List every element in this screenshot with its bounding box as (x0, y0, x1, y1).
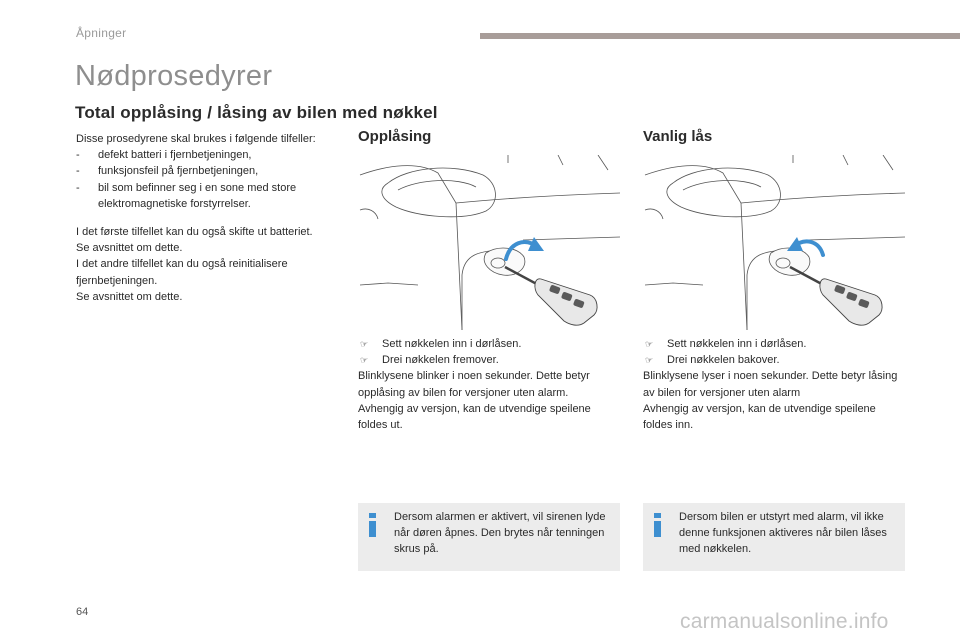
intro-paragraph: I det første tilfellet kan du også skifte ut batteriet. (76, 226, 313, 239)
list-item: - defekt batteri i fjernbetjeningen, (76, 147, 338, 163)
unlock-description: Blinklysene blinker i noen sekunder. Dette betyr opplåsing av bilen for versjoner uten alarm. (358, 370, 590, 399)
arrow-right-icon: ☞ (645, 339, 654, 349)
list-item: ☞ Sett nøkkelen inn i dørlåsen. (358, 336, 623, 352)
unlock-info-text: Dersom alarmen er aktivert, vil sirenen lyde når døren åpnes. Den brytes når tenningen skrus på. (394, 511, 606, 556)
lock-info-text: Dersom bilen er utstyrt med alarm, vil ikke denne funksjonen aktiveres når bilen låses med nøkkelen. (679, 511, 887, 556)
info-icon (654, 513, 661, 537)
unlock-steps (358, 336, 623, 433)
intro-paragraph: Se avsnittet om dette. (76, 242, 183, 255)
intro-paragraph: I det andre tilfellet kan du også reinitialisere fjernbetjeningen. (76, 258, 288, 287)
key-in-door-illustration-unlock (358, 155, 620, 330)
page-subtitle: Total opplåsing / låsing av bilen med nøkkel (75, 103, 438, 122)
arrow-right-icon: ☞ (360, 339, 369, 349)
lock-description: Blinklysene lyser i noen sekunder. Dette betyr låsing av bilen for versjoner uten alarm (643, 370, 898, 399)
page-number: 64 (76, 606, 89, 618)
lock-info-box (643, 503, 905, 571)
unlock-section (358, 128, 620, 556)
lock-heading: Vanlig lås (643, 128, 713, 145)
lock-section (643, 128, 905, 556)
list-item: - bil som befinner seg i en sone med store elektromagnetiske forstyrrelser. (76, 180, 338, 212)
key-in-door-illustration-lock (643, 155, 905, 330)
unlock-info-box (358, 503, 620, 571)
intro-text (76, 131, 338, 305)
list-item: ☞ Sett nøkkelen inn i dørlåsen. (643, 336, 908, 352)
intro-list (76, 147, 338, 212)
info-icon (369, 513, 376, 537)
arrow-right-icon: ☞ (645, 355, 654, 366)
section-accent-bar (480, 33, 960, 39)
arrow-right-icon: ☞ (360, 355, 369, 366)
unlock-description: Avhengig av versjon, kan de utvendige speilene foldes ut. (358, 402, 591, 432)
intro-paragraph: Se avsnittet om dette. (76, 290, 183, 303)
section-label: Åpninger (76, 26, 127, 40)
lock-steps (643, 336, 908, 433)
list-item: ☞ Drei nøkkelen bakover. (643, 352, 908, 368)
page-title: Nødprosedyrer (75, 60, 273, 92)
intro-lead: Disse prosedyrene skal brukes i følgende tilfeller: (76, 133, 316, 145)
watermark: carmanualsonline.info (680, 610, 889, 633)
list-item: - funksjonsfeil på fjernbetjeningen, (76, 163, 338, 179)
lock-description: Avhengig av versjon, kan de utvendige speilene foldes inn. (643, 402, 876, 432)
list-item: ☞ Drei nøkkelen fremover. (358, 352, 623, 368)
unlock-heading: Opplåsing (358, 128, 432, 145)
